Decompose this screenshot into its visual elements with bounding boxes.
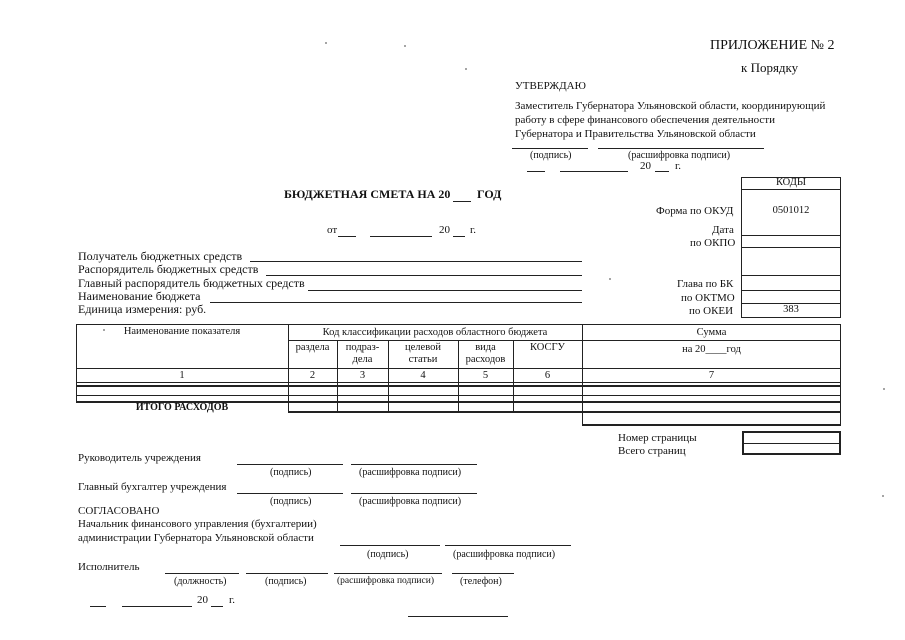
- chief-manager-field[interactable]: [308, 290, 582, 291]
- col-target-2: статьи: [408, 354, 438, 365]
- col-sum-header: Сумма: [696, 327, 727, 338]
- finance-signature-caption: (подпись): [367, 549, 409, 560]
- finance-head-line-2: администрации Губернатора Ульяновской области: [78, 532, 314, 544]
- okpo-label: по ОКПО: [690, 237, 736, 249]
- approver-signature-line[interactable]: [512, 148, 588, 149]
- finance-decoding-line[interactable]: [445, 545, 571, 546]
- finance-signature-line[interactable]: [340, 545, 440, 546]
- scan-speck: [882, 495, 884, 497]
- approver-line-3: Губернатора и Правительства Ульяновской области: [515, 128, 756, 140]
- scan-speck: [465, 68, 467, 70]
- appendix-title: ПРИЛОЖЕНИЕ № 2: [710, 38, 835, 53]
- executor-label: Исполнитель: [78, 561, 140, 573]
- title-god: ГОД: [477, 187, 502, 201]
- approver-decoding-caption: (расшифровка подписи): [628, 150, 731, 161]
- col-vid-2: расходов: [465, 354, 506, 365]
- scan-speck: [103, 329, 105, 331]
- col-kosgu: КОСГУ: [530, 342, 565, 353]
- oktmo-label: по ОКТМО: [681, 292, 735, 304]
- num-col-5: 5: [482, 370, 489, 381]
- unit-label: Единица измерения: руб.: [78, 302, 207, 316]
- manager-label: Распорядитель бюджетных средств: [78, 262, 259, 276]
- bottom-line: [408, 616, 508, 617]
- from-year-g: г.: [470, 224, 477, 236]
- chief-manager-label: Главный распорядитель бюджетных средств: [78, 276, 305, 290]
- scan-speck: [883, 388, 885, 390]
- head-signature-line[interactable]: [237, 464, 343, 465]
- num-col-6: 6: [544, 370, 551, 381]
- approve-month-line[interactable]: [560, 171, 628, 172]
- col-sum-year: на 20____год: [682, 344, 741, 355]
- scan-speck: [325, 42, 327, 44]
- to-order-label: к Порядку: [741, 60, 799, 75]
- executor-position-line[interactable]: [165, 573, 239, 574]
- budget-name-field[interactable]: [210, 302, 582, 303]
- approve-label: УТВЕРЖДАЮ: [515, 80, 586, 92]
- okud-label: Форма по ОКУД: [656, 205, 734, 217]
- recipient-field[interactable]: [250, 261, 582, 262]
- okei-label: по ОКЕИ: [689, 305, 734, 317]
- head-decoding-caption: (расшифровка подписи): [359, 467, 462, 478]
- finance-decoding-caption: (расшифровка подписи): [453, 549, 556, 560]
- executor-signature-line[interactable]: [246, 573, 328, 574]
- accountant-signature-line[interactable]: [237, 493, 343, 494]
- accountant-decoding-caption: (расшифровка подписи): [359, 496, 462, 507]
- head-label: Руководитель учреждения: [78, 452, 201, 464]
- from-month-line[interactable]: [370, 236, 432, 237]
- col-razdel: раздела: [295, 342, 330, 353]
- accountant-decoding-line[interactable]: [351, 493, 477, 494]
- manager-field[interactable]: [266, 275, 582, 276]
- glava-label: Глава по БК: [677, 278, 734, 290]
- page-number-label: Номер страницы: [618, 432, 697, 444]
- from-year-line[interactable]: [453, 236, 465, 237]
- executor-phone-caption: (телефон): [460, 576, 502, 587]
- final-year-20: 20: [197, 594, 208, 606]
- col-target-1: целевой: [405, 342, 441, 353]
- date-label: Дата: [712, 224, 734, 236]
- total-row-label: ИТОГО РАСХОДОВ: [135, 402, 229, 413]
- scan-speck: [404, 45, 406, 47]
- approve-year-g: г.: [675, 160, 682, 172]
- approver-line-1: Заместитель Губернатора Ульяновской области, координирующий: [515, 100, 826, 112]
- scan-speck: [609, 278, 611, 280]
- accountant-signature-caption: (подпись): [270, 496, 312, 507]
- from-day-line[interactable]: [338, 236, 356, 237]
- okud-value: 0501012: [772, 205, 810, 216]
- col-podrazdel-1: подраз-: [345, 342, 380, 353]
- approver-line-2: работу в сфере финансового обеспечения деятельности: [515, 114, 775, 126]
- num-col-1: 1: [179, 370, 185, 381]
- codes-header: КОДЫ: [775, 177, 807, 188]
- executor-decoding-line[interactable]: [334, 573, 442, 574]
- title-year-line[interactable]: [453, 201, 471, 202]
- agreed-label: СОГЛАСОВАНО: [78, 505, 160, 517]
- document-title: БЮДЖЕТНАЯ СМЕТА НА 20: [284, 187, 451, 201]
- final-day-line[interactable]: [90, 606, 106, 607]
- from-year-20: 20: [439, 224, 450, 236]
- final-month-line[interactable]: [122, 606, 192, 607]
- approve-year-line[interactable]: [655, 171, 669, 172]
- approve-day-line[interactable]: [527, 171, 545, 172]
- col-name-header: Наименование показателя: [123, 326, 241, 337]
- accountant-label: Главный бухгалтер учреждения: [78, 481, 227, 493]
- col-vid-1: вида: [475, 342, 496, 353]
- final-year-line[interactable]: [211, 606, 223, 607]
- executor-decoding-caption: (расшифровка подписи): [337, 576, 434, 586]
- executor-position-caption: (должность): [174, 576, 227, 587]
- total-pages-label: Всего страниц: [618, 445, 686, 457]
- num-col-2: 2: [309, 370, 316, 381]
- recipient-label: Получатель бюджетных средств: [78, 249, 243, 263]
- head-decoding-line[interactable]: [351, 464, 477, 465]
- num-col-4: 4: [420, 370, 426, 381]
- approver-signature-caption: (подпись): [530, 150, 572, 161]
- num-col-3: 3: [359, 370, 366, 381]
- col-podrazdel-2: дела: [352, 354, 373, 365]
- from-label: от: [327, 224, 338, 236]
- col-code-group-header: Код классификации расходов областного бюджета: [322, 327, 548, 338]
- executor-phone-line[interactable]: [452, 573, 514, 574]
- finance-head-line-1: Начальник финансового управления (бухгалтерии): [78, 518, 317, 530]
- approver-decoding-line[interactable]: [598, 148, 764, 149]
- head-signature-caption: (подпись): [270, 467, 312, 478]
- executor-signature-caption: (подпись): [265, 576, 307, 587]
- budget-name-label: Наименование бюджета: [78, 289, 201, 303]
- final-year-g: г.: [229, 594, 236, 606]
- num-col-7: 7: [708, 370, 715, 381]
- okei-value: 383: [783, 304, 799, 315]
- approve-year-20: 20: [640, 160, 651, 172]
